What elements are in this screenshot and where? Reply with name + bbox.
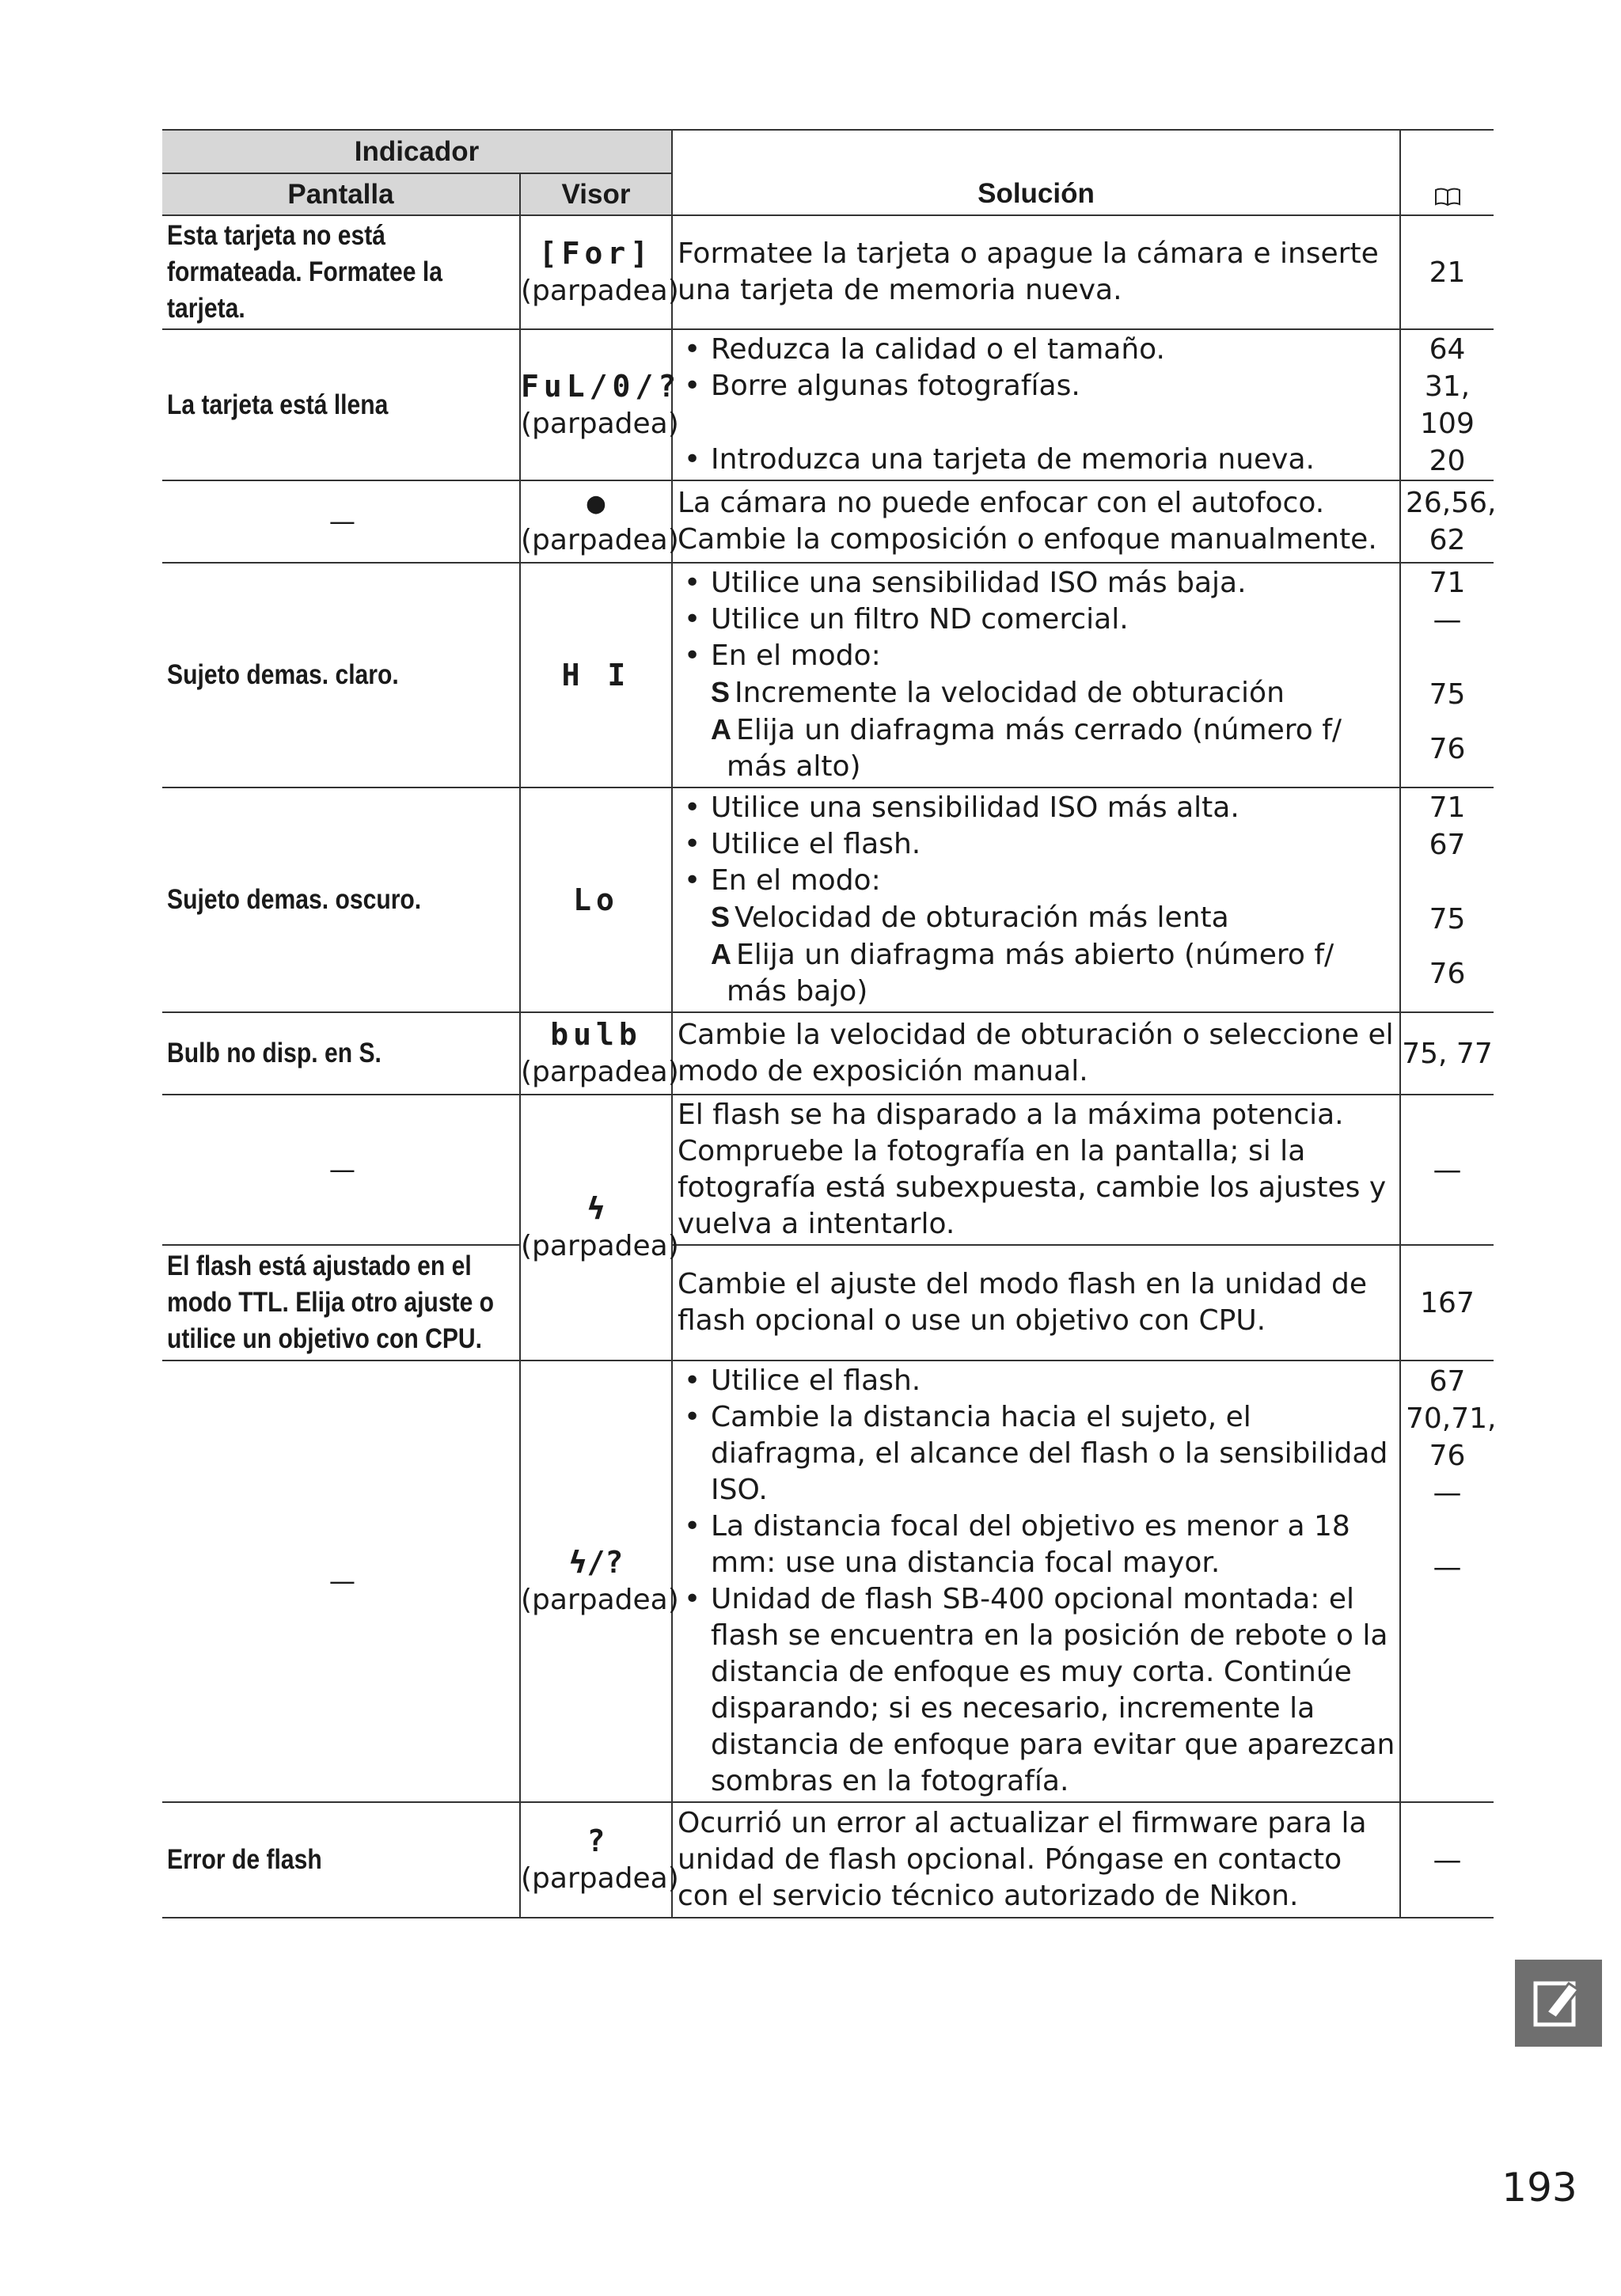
list-item: • En el modo: xyxy=(678,863,1396,899)
flash-warning-icon: ϟ/? xyxy=(568,1545,624,1580)
lcd-symbol: ? xyxy=(587,1824,606,1858)
table-row xyxy=(162,1095,1494,1245)
list-item: • Utilice una sensibilidad ISO más baja. xyxy=(678,565,1396,602)
ref-cell: 64 31, 109 20 xyxy=(1400,329,1494,480)
solucion-cell: Formatee la tarjeta o apague la cámara e inserte una tarjeta de memoria nueva. xyxy=(672,215,1400,329)
pantalla-cell: Sujeto demas. claro. xyxy=(162,563,470,787)
pantalla-cell: — xyxy=(162,1095,470,1245)
solucion-cell: La cámara no puede enfocar con el autofoco. Cambie la composición o enfoque manualmente. xyxy=(672,480,1400,563)
solucion-cell xyxy=(672,787,1400,1012)
solucion-cell xyxy=(672,1361,1400,1802)
indicator-table xyxy=(162,129,1497,1918)
section-tab xyxy=(1515,1960,1602,2047)
table-row xyxy=(162,787,1494,1012)
ref-cell: — xyxy=(1400,1802,1494,1918)
focus-indicator-icon: ● xyxy=(587,485,606,520)
visor-note: (parpadea) xyxy=(521,1056,679,1088)
visor-note: (parpadea) xyxy=(521,524,679,556)
visor-note: (parpadea) xyxy=(521,407,679,440)
visor-cell xyxy=(520,480,679,563)
lcd-symbol: H I xyxy=(561,657,631,693)
visor-cell xyxy=(520,1095,679,1361)
list-item: • La distancia focal del objetivo es menor a 18 mm: use una distancia focal mayor. xyxy=(678,1509,1396,1581)
mode-item: A Elija un diafragma más abierto (número f/ más bajo) xyxy=(711,938,1334,1008)
ref-cell: 75, 77 xyxy=(1400,1012,1494,1095)
solucion-cell: Ocurrió un error al actualizar el firmware para la unidad de flash opcional. Póngase en contacto con el servicio técnico autorizado de Nikon. xyxy=(672,1802,1400,1918)
mode-item: A Elija un diafragma más cerrado (número f/ más alto) xyxy=(711,713,1342,783)
solucion-cell: El flash se ha disparado a la máxima potencia. Compruebe la fotografía en la pantalla; si la fotografía está subexpuesta, cambie los ajustes y vuelva a intentarlo. xyxy=(672,1095,1400,1245)
ref-cell: 71 — 75 76 xyxy=(1400,563,1494,787)
list-item: • Unidad de flash SB-400 opcional montada: el flash se encuentra en la posición de rebote o la distancia de enfoque es muy corta. Continúe disparando; si es necesario, incremente la distancia de enfoque para evitar que aparezcan sombras en la fotografía. xyxy=(678,1581,1396,1800)
visor-cell xyxy=(520,787,672,1012)
table-row xyxy=(162,215,1494,329)
solucion-cell: Cambie el ajuste del modo flash en la unidad de flash opcional o use un objetivo con CPU. xyxy=(672,1245,1400,1361)
list-item: • Reduzca la calidad o el tamaño. xyxy=(678,332,1396,368)
ref-cell: 71 67 75 76 xyxy=(1400,787,1494,1012)
solucion-cell xyxy=(672,329,1400,480)
pantalla-cell: Bulb no disp. en S. xyxy=(162,1012,470,1095)
list-item: • Cambie la distancia hacia el sujeto, el diafragma, el alcance del flash o la sensibilidad ISO. xyxy=(678,1399,1396,1509)
header-visor: Visor xyxy=(520,173,672,215)
page-number: 193 xyxy=(1501,2165,1577,2211)
visor-cell xyxy=(520,563,672,787)
visor-cell xyxy=(520,1361,679,1802)
flash-icon: ϟ xyxy=(587,1191,606,1226)
list-item: • Utilice una sensibilidad ISO más alta. xyxy=(678,790,1396,826)
pantalla-cell: — xyxy=(162,1361,470,1802)
table-row xyxy=(162,1245,1494,1361)
solucion-cell xyxy=(672,563,1400,787)
ref-cell: — xyxy=(1400,1095,1494,1245)
mode-item: S Incremente la velocidad de obturación xyxy=(711,676,1285,709)
list-item: • Utilice el flash. xyxy=(678,1363,1396,1399)
visor-cell xyxy=(520,329,681,480)
lcd-symbol: FuL/0/? xyxy=(521,368,681,404)
header-pantalla: Pantalla xyxy=(162,173,520,215)
list-item: • En el modo: xyxy=(678,638,1396,674)
table-row xyxy=(162,480,1494,563)
visor-note: (parpadea) xyxy=(521,275,679,307)
table-row xyxy=(162,1012,1494,1095)
table-row xyxy=(162,329,1494,480)
visor-cell xyxy=(520,215,679,329)
list-item: • Introduzca una tarjeta de memoria nueva. xyxy=(678,442,1396,478)
table-row xyxy=(162,563,1494,787)
header-solucion-cell xyxy=(672,130,1400,215)
list-item: • Utilice un filtro ND comercial. xyxy=(678,602,1396,638)
solucion-cell: Cambie la velocidad de obturación o seleccione el modo de exposición manual. xyxy=(672,1012,1400,1095)
ref-cell: 67 70,71, 76 — — xyxy=(1400,1361,1494,1802)
pantalla-cell: El flash está ajustado en el modo TTL. Elija otro ajuste o utilice un objetivo con CPU. xyxy=(162,1245,470,1361)
visor-cell xyxy=(520,1012,679,1095)
header-solucion: Solución xyxy=(978,178,1095,209)
book-icon xyxy=(1434,188,1461,207)
visor-note: (parpadea) xyxy=(521,1862,679,1895)
pantalla-cell: Error de flash xyxy=(162,1802,470,1918)
table-row xyxy=(162,1802,1494,1918)
pantalla-cell: — xyxy=(162,480,470,563)
list-item: • Utilice el flash. xyxy=(678,826,1396,863)
header-ref-cell xyxy=(1400,130,1494,215)
troubleshooting-icon xyxy=(1532,1977,1585,2029)
pantalla-cell: Sujeto demas. oscuro. xyxy=(162,787,470,1012)
pantalla-cell: Esta tarjeta no está formateada. Formatee la tarjeta. xyxy=(162,215,470,329)
visor-note: (parpadea) xyxy=(521,1584,679,1616)
header-indicador: Indicador xyxy=(162,130,672,173)
list-item: • Borre algunas fotografías. xyxy=(678,368,1396,404)
visor-note: (parpadea) xyxy=(521,1230,679,1262)
lcd-symbol: Lo xyxy=(573,882,619,917)
table-row xyxy=(162,1361,1494,1802)
lcd-symbol: [For] xyxy=(538,236,654,271)
lcd-symbol: bulb xyxy=(550,1017,642,1052)
ref-cell: 21 xyxy=(1400,215,1494,329)
pantalla-cell: La tarjeta está llena xyxy=(162,329,470,480)
mode-item: S Velocidad de obturación más lenta xyxy=(711,901,1229,934)
visor-cell xyxy=(520,1802,679,1918)
ref-cell: 26,56, 62 xyxy=(1400,480,1494,563)
ref-cell: 167 xyxy=(1400,1245,1494,1361)
